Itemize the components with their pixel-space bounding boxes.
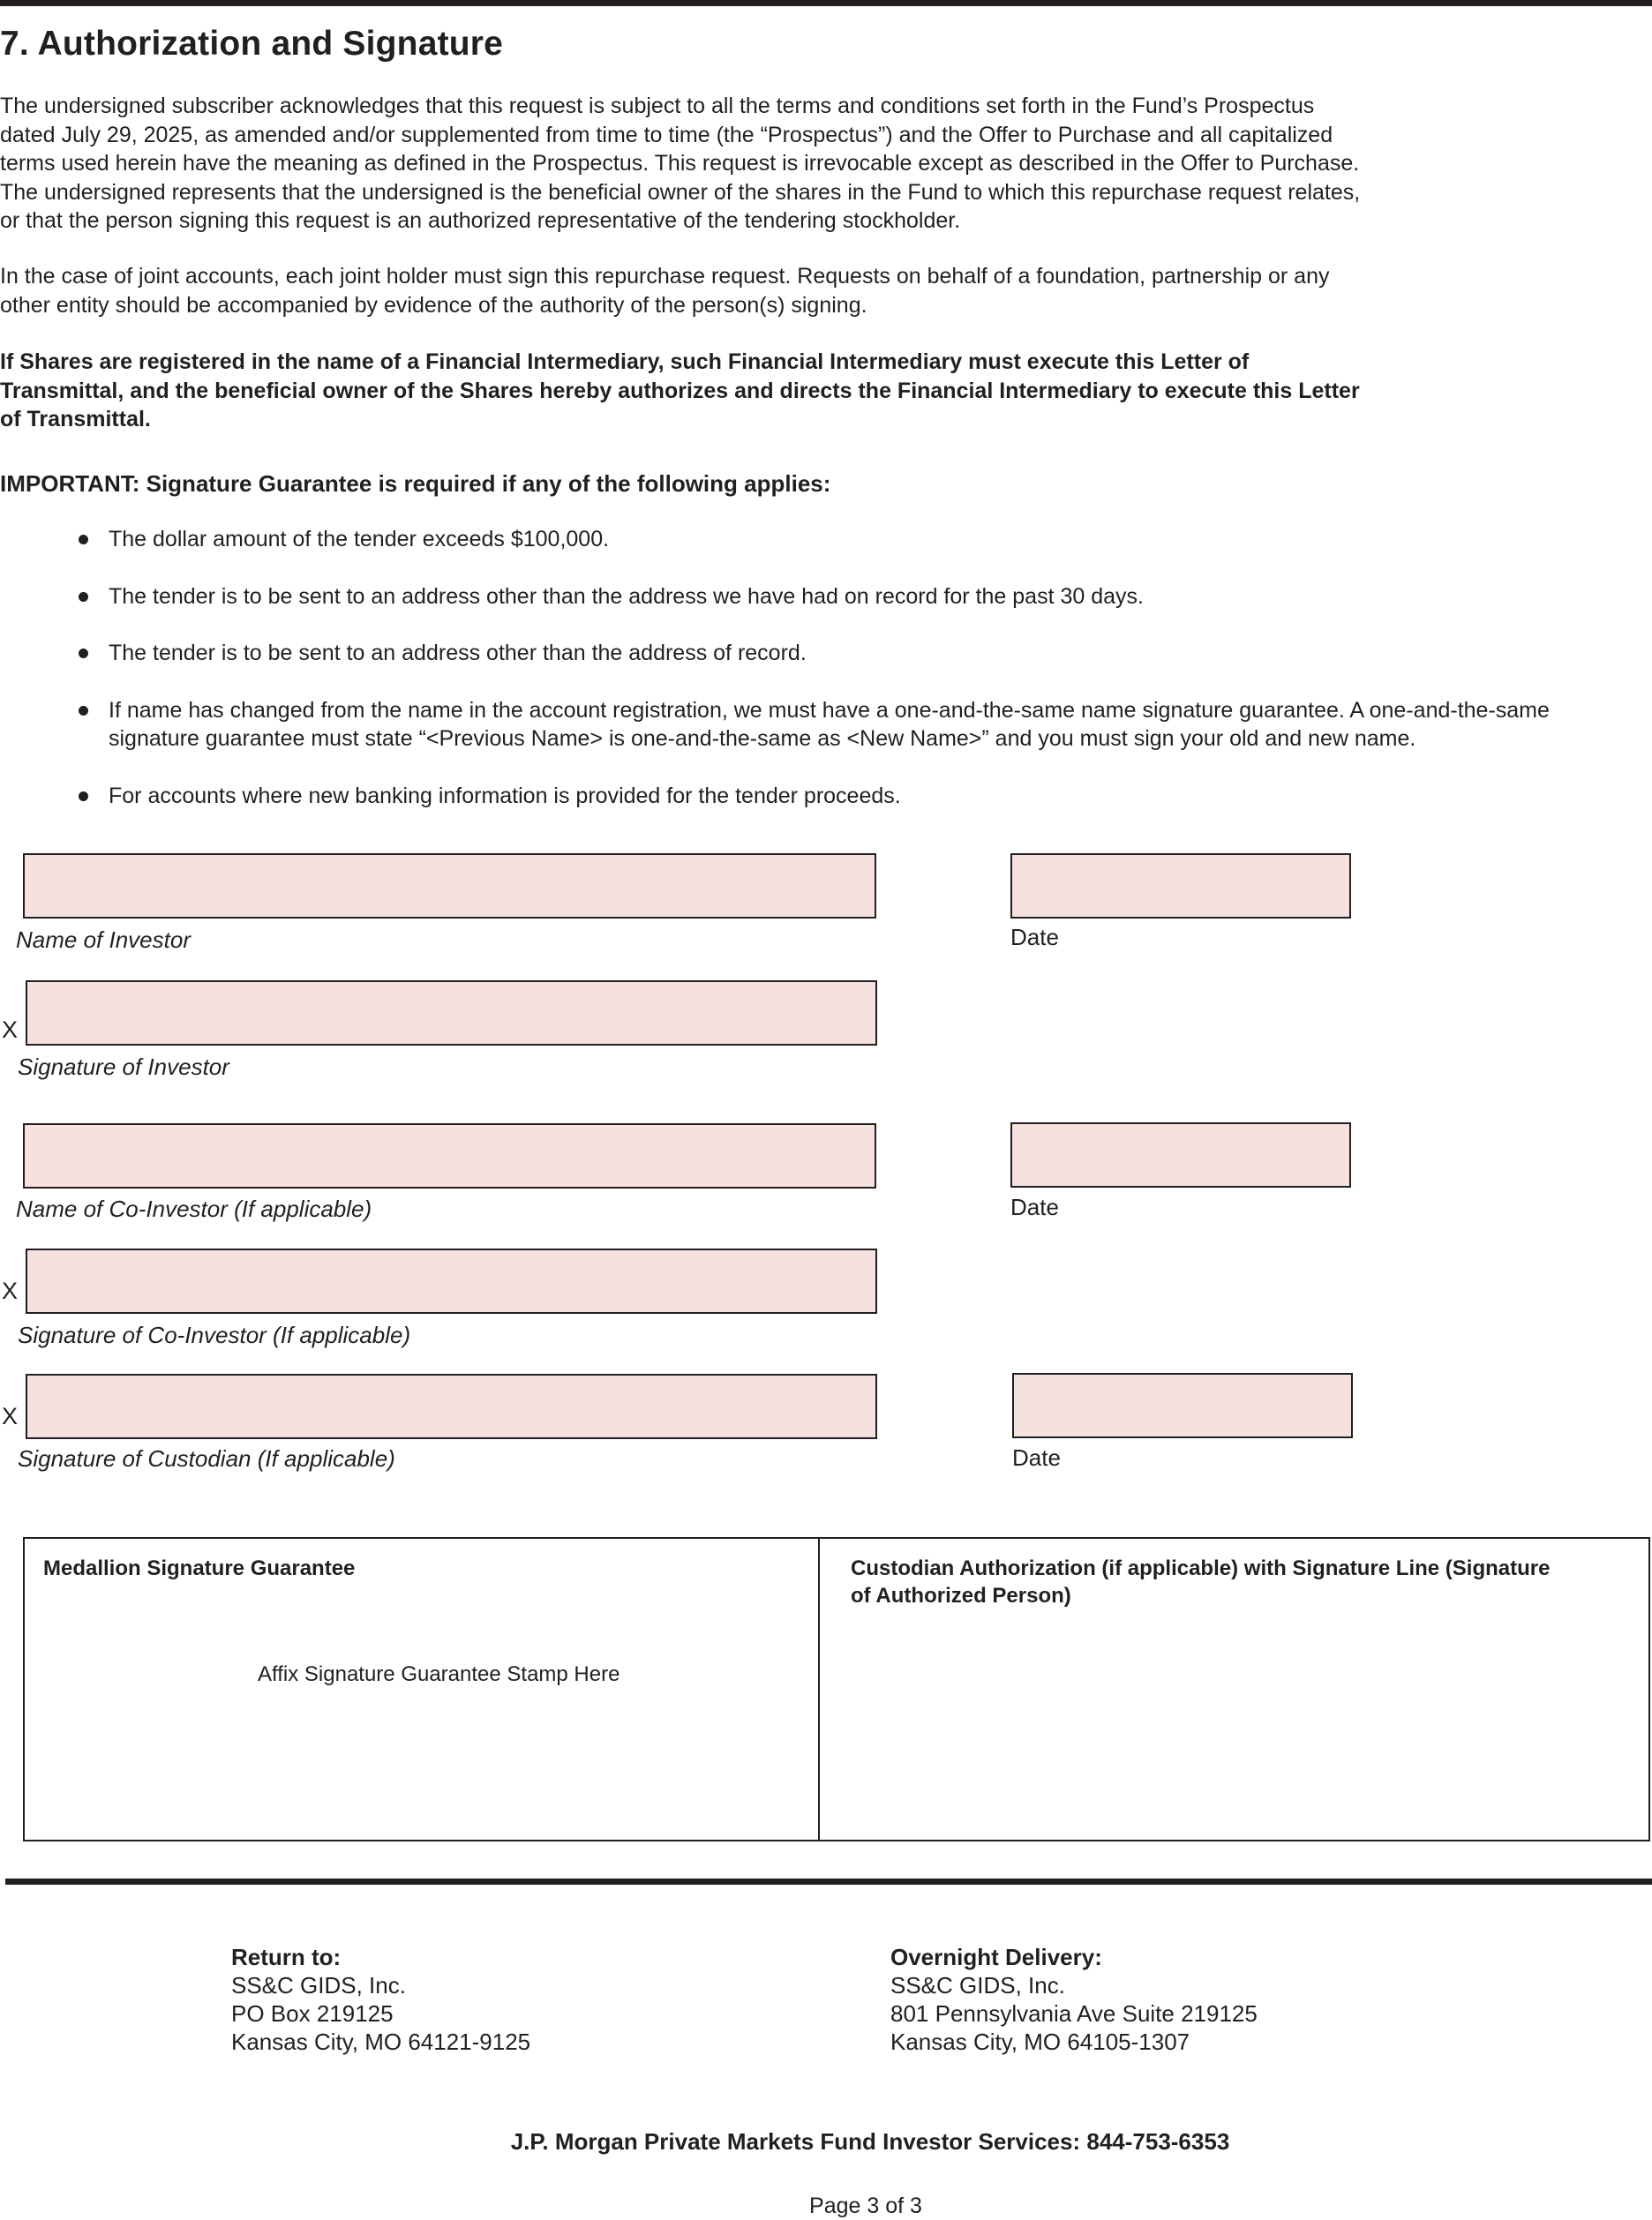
return-address-line: PO Box 219125 bbox=[231, 2000, 394, 2027]
investor-signature-label: Signature of Investor bbox=[18, 1054, 229, 1080]
overnight-address-line: 801 Pennsylvania Ave Suite 219125 bbox=[890, 2000, 1258, 2027]
intermediary-paragraph: If Shares are registered in the name of a Financial Intermediary, such Financial Intermediary must execute this Letter of Transmittal, and the beneficial owner of the Shares hereby authorizes and directs the Financial Intermediary to execute this Letter of Transmittal. bbox=[0, 349, 1360, 431]
medallion-guarantee-heading: Medallion Signature Guarantee bbox=[43, 1556, 356, 1580]
stamp-instruction: Affix Signature Guarantee Stamp Here bbox=[258, 1662, 620, 1686]
custodian-date-field[interactable] bbox=[1012, 1373, 1353, 1438]
coinvestor-name-field[interactable] bbox=[23, 1123, 876, 1189]
section-title: 7. Authorization and Signature bbox=[0, 25, 504, 63]
return-address-line: SS&C GIDS, Inc. bbox=[231, 1972, 406, 1999]
investor-services-line bbox=[0, 2126, 1652, 2156]
signature-x-mark: X bbox=[2, 1016, 19, 1043]
list-item: The tender is to be sent to an address other than the address we have had on record for the past 30 days. bbox=[0, 582, 1641, 611]
page-number bbox=[0, 2192, 1652, 2220]
bullet-icon bbox=[79, 791, 88, 801]
overnight-address bbox=[890, 1943, 1258, 2056]
bullet-icon bbox=[79, 592, 88, 602]
overnight-address-heading: Overnight Delivery: bbox=[890, 1944, 1102, 1970]
signature-x-mark: X bbox=[2, 1403, 19, 1429]
custodian-authorization-heading: Custodian Authorization (if applicable) with Signature Line (Signature of Authorized Person) bbox=[851, 1556, 1551, 1608]
bullet-icon bbox=[79, 649, 88, 658]
page-number-text: Page 3 of 3 bbox=[809, 2194, 922, 2218]
custodian-signature-label: Signature of Custodian (If applicable) bbox=[18, 1445, 395, 1472]
list-item: The dollar amount of the tender exceeds $100,000. bbox=[0, 525, 1641, 554]
list-item: The tender is to be sent to an address other than the address of record. bbox=[0, 639, 1641, 668]
list-item: If name has changed from the name in the account registration, we must have a one-and-the-same name signature guarantee. A one-and-the-same signature guarantee must state “<Previous Name> is one-and-the-same as <New Name>” and you must sign your old and new name. bbox=[0, 696, 1641, 754]
overnight-address-line: SS&C GIDS, Inc. bbox=[890, 1972, 1065, 1999]
return-address-heading: Return to: bbox=[231, 1944, 342, 1970]
investor-name-label: Name of Investor bbox=[16, 926, 191, 953]
joint-accounts-paragraph: In the case of joint accounts, each joint holder must sign this repurchase request. Requests on behalf of a foundation, partnership or any other entity should be accompanied by evidence of the authority of the person(s) signing. bbox=[0, 264, 1330, 318]
coinvestor-signature-field[interactable] bbox=[26, 1249, 877, 1314]
investor-name-field[interactable] bbox=[23, 853, 876, 919]
signature-guarantee-box bbox=[23, 1537, 1650, 1841]
bullet-icon bbox=[79, 535, 88, 544]
investor-services-text: J.P. Morgan Private Markets Fund Investor Services: 844-753-6353 bbox=[510, 2128, 1230, 2155]
important-heading: IMPORTANT: Signature Guarantee is required if any of the following applies: bbox=[0, 470, 831, 497]
signature-x-mark: X bbox=[2, 1278, 19, 1304]
coinvestor-signature-label: Signature of Co-Investor (If applicable) bbox=[18, 1322, 411, 1348]
investor-date-label: Date bbox=[1010, 924, 1059, 950]
custodian-signature-field[interactable] bbox=[26, 1374, 877, 1439]
return-address-line: Kansas City, MO 64121-9125 bbox=[231, 2029, 531, 2055]
list-item: For accounts where new banking information is provided for the tender proceeds. bbox=[0, 782, 1641, 811]
custodian-date-label: Date bbox=[1012, 1444, 1061, 1471]
coinvestor-date-label: Date bbox=[1010, 1194, 1059, 1220]
acknowledgement-paragraph: The undersigned subscriber acknowledges that this request is subject to all the terms and conditions set forth in the Fund’s Prospectus dated July 29, 2025, as amended and/or supplemented from time to time (the “Prospectus”) and the Offer to Purchase and all capitalized terms used herein have the meaning as defined in the Prospectus. This request is irrevocable except as described in the Offer to Purchase. The undersigned represents that the undersigned is the beneficial owner of the shares in the Fund to which this repurchase request relates, or that the person signing this request is an authorized representative of the tendering stockholder. bbox=[0, 94, 1361, 233]
guarantee-requirements-list bbox=[0, 525, 1641, 838]
bullet-icon bbox=[79, 706, 88, 716]
top-rule bbox=[0, 0, 1652, 6]
investor-date-field[interactable] bbox=[1010, 853, 1351, 919]
investor-signature-field[interactable] bbox=[26, 980, 877, 1046]
footer-rule bbox=[5, 1879, 1652, 1885]
coinvestor-date-field[interactable] bbox=[1010, 1122, 1351, 1188]
overnight-address-line: Kansas City, MO 64105-1307 bbox=[890, 2029, 1190, 2055]
box-divider bbox=[818, 1539, 820, 1840]
return-address bbox=[231, 1943, 530, 2056]
coinvestor-name-label: Name of Co-Investor (If applicable) bbox=[16, 1196, 372, 1222]
